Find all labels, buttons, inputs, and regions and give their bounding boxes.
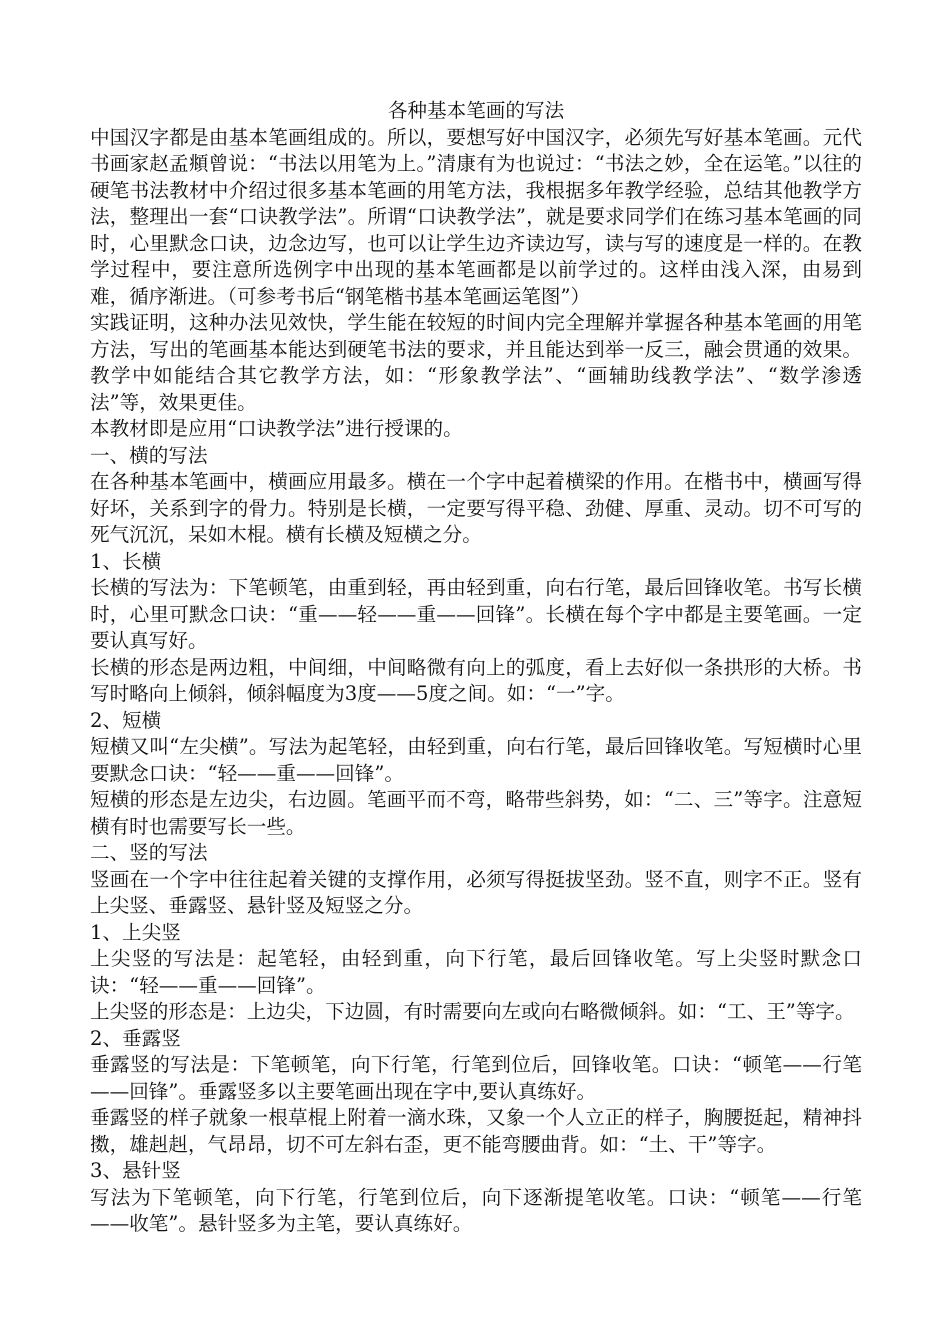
body-paragraph: 上尖竖的写法是：起笔轻，由轻到重，向下行笔，最后回锋收笔。写上尖竖时默念口诀：“轻——重——回锋”。 [90, 947, 862, 997]
body-paragraph: 在各种基本笔画中，横画应用最多。横在一个字中起着横梁的作用。在楷书中，横画写得好坏，关系到字的骨力。特别是长横，一定要写得平稳、劲健、厚重、灵动。切不可写的死气沉沉，呆如木棍。横有长横及短横之分。 [90, 470, 862, 546]
section-heading: 3、悬针竖 [90, 1159, 181, 1182]
body-paragraph: 实践证明，这种办法见效快，学生能在较短的时间内完全理解并掌握各种基本笔画的用笔方法，写出的笔画基本能达到硬笔书法的要求，并且能达到举一反三，融会贯通的效果。教学中如能结合其它教学方法，如：“形象教学法”、“画辅助线教学法”、“数学渗透法”等，效果更佳。 [90, 311, 862, 414]
body-paragraph: 垂露竖的样子就象一根草棍上附着一滴水珠，又象一个人立正的样子，胸腰挺起，精神抖擞，雄赳赳，气昂昂，切不可左斜右歪，更不能弯腰曲背。如：“土、干”等字。 [90, 1106, 862, 1156]
body-paragraph: 本教材即是应用“口诀教学法”进行授课的。 [90, 417, 463, 440]
document-page [90, 98, 862, 1238]
section-heading: 2、垂露竖 [90, 1026, 181, 1050]
section-heading: 2、短横 [90, 708, 162, 732]
body-paragraph: 长横的写法为：下笔顿笔，由重到轻，再由轻到重，向右行笔，最后回锋收笔。书写长横时，心里可默念口诀：“重——轻——重——回锋”。长横在每个字中都是主要笔画。一定要认真写好。 [90, 576, 862, 652]
body-paragraph: 竖画在一个字中往往起着关键的支撑作用，必须写得挺拔坚劲。竖不直，则字不正。竖有上尖竖、垂露竖、悬针竖及短竖之分。 [90, 867, 862, 917]
section-heading: 二、竖的写法 [90, 841, 208, 864]
body-paragraph: 写法为下笔顿笔，向下行笔，行笔到位后，向下逐渐提笔收笔。口诀：“顿笔——行笔——收笔”。悬针竖多为主笔，要认真练好。 [90, 1185, 862, 1235]
body-paragraph: 短横又叫“左尖横”。写法为起笔轻，由轻到重，向右行笔，最后回锋收笔。写短横时心里要默念口诀：“轻——重——回锋”。 [90, 735, 862, 785]
body-paragraph: 短横的形态是左边尖，右边圆。笔画平而不弯，略带些斜势，如：“二、三”等字。注意短横有时也需要写长一些。 [90, 788, 862, 838]
section-heading: 1、上尖竖 [90, 920, 181, 944]
section-heading: 1、长横 [90, 549, 162, 573]
body-paragraph: 中国汉字都是由基本笔画组成的。所以，要想写好中国汉字，必须先写好基本笔画。元代书画家赵孟頫曾说：“书法以用笔为上。”清康有为也说过：“书法之妙，全在运笔。”以往的硬笔书法教材中介绍过很多基本笔画的用笔方法，我根据多年教学经验，总结其他教学方法，整理出一套“口诀教学法”。所谓“口诀教学法”，就是要求同学们在练习基本笔画的同时，心里默念口诀，边念边写，也可以让学生边齐读边写，读与写的速度是一样的。在教学过程中，要注意所选例字中出现的基本笔画都是以前学过的。这样由浅入深，由易到难，循序渐进。（可参考书后“钢笔楷书基本笔画运笔图”） [90, 125, 862, 308]
body-paragraph: 垂露竖的写法是：下笔顿笔，向下行笔，行笔到位后，回锋收笔。口诀：“顿笔——行笔——回锋”。垂露竖多以主要笔画出现在字中,要认真练好。 [90, 1053, 862, 1103]
body-paragraph: 上尖竖的形态是：上边尖，下边圆，有时需要向左或向右略微倾斜。如：“工、王”等字。 [90, 1000, 855, 1023]
document-title: 各种基本笔画的写法 [387, 99, 565, 122]
document-body [90, 125, 862, 1238]
section-heading: 一、横的写法 [90, 443, 208, 467]
body-paragraph: 长横的形态是两边粗，中间细，中间略微有向上的弧度，看上去好似一条拱形的大桥。书写时略向上倾斜，倾斜幅度为3度——5度之间。如：“一”字。 [90, 655, 862, 705]
